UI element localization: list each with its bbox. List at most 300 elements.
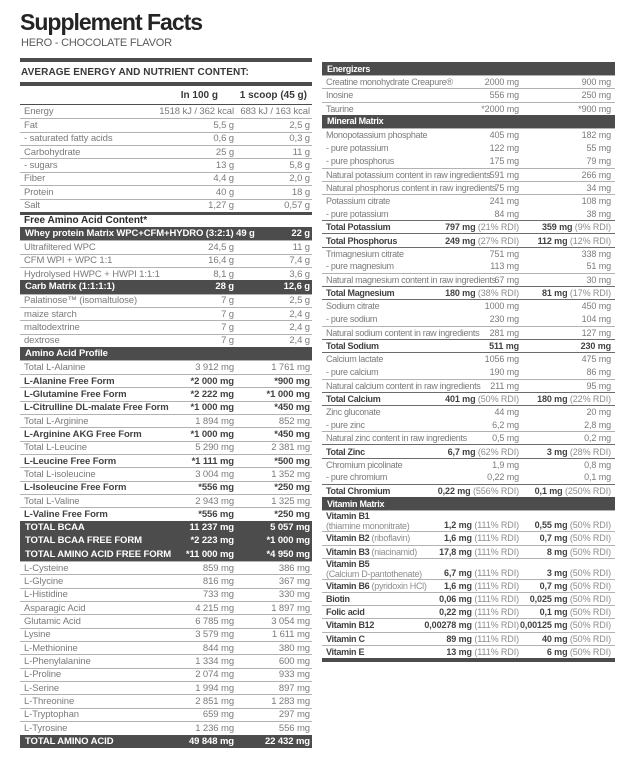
row-label: Vitamin B1 (thiamine mononitrate) [326, 511, 410, 532]
value-per-scoop: 8 mg (50% RDI) [546, 546, 611, 557]
value-per-scoop: 20 mg [586, 406, 611, 417]
value-per-100g: 0,06 mg (111% RDI) [439, 594, 519, 605]
table-row [20, 118, 312, 131]
table-row [20, 601, 312, 614]
value-per-scoop: 0,57 g [284, 200, 310, 212]
table-row [20, 401, 312, 414]
row-label: Free Amino Acid Content* [24, 215, 148, 227]
value-per-scoop: 1 283 mg [271, 696, 310, 708]
table-row [322, 510, 615, 531]
value-per-100g: 3 004 mg [195, 469, 234, 481]
row-label: Total L-Leucine [24, 442, 87, 454]
value-per-100g: 2000 mg [484, 77, 519, 88]
row-label: Whey protein Matrix WPC+CFM+HYDRO (3:2:1) 49 g [25, 228, 255, 240]
value-per-100g: 751 mg [489, 248, 519, 259]
value-per-scoop: *1 000 mg [266, 535, 310, 547]
value-per-100g: 733 mg [202, 589, 234, 601]
row-label: Folic acid [326, 607, 365, 618]
table-row [20, 668, 312, 681]
value-per-100g: 7 g [221, 335, 234, 347]
table-row [322, 326, 615, 339]
value-per-100g: 3 579 mg [195, 629, 234, 641]
value-per-scoop: 1 761 mg [271, 362, 310, 374]
table-row [322, 418, 615, 431]
col-header-spacer [20, 90, 149, 101]
value-per-100g: 591 mg [489, 169, 519, 180]
value-per-100g: 1,6 mg (111% RDI) [444, 580, 519, 591]
value-per-100g: *2 222 mg [190, 388, 234, 400]
table-row [322, 458, 615, 471]
row-label: Palatinose™ (isomaltulose) [24, 295, 138, 307]
value-per-100g: 405 mg [489, 130, 519, 141]
value-per-scoop: 3,6 g [289, 268, 310, 280]
row-label: Natural calcium content in raw ingredients [326, 380, 481, 391]
row-label: Trimagnesium citrate [326, 248, 404, 259]
value-per-100g: *1 111 mg [191, 455, 234, 467]
value-per-scoop: 95 mg [586, 380, 611, 391]
table-row [322, 220, 615, 233]
table-row [322, 484, 615, 497]
value-per-100g: 0,22 mg (556% RDI) [437, 486, 519, 497]
table-row [322, 75, 615, 88]
row-label: Calcium lactate [326, 354, 384, 365]
row-label: Vitamin E [326, 646, 365, 657]
value-per-100g: 859 mg [202, 562, 234, 574]
value-per-scoop: 2 381 mg [271, 442, 310, 454]
value-per-scoop: 3 mg (50% RDI) [546, 567, 611, 578]
table-row [20, 641, 312, 654]
section-header-row [20, 735, 312, 748]
table-row [20, 267, 312, 280]
table-row [322, 141, 615, 154]
value-per-100g: 241 mg [489, 195, 519, 206]
table-row [322, 88, 615, 101]
row-label: CFM WPI + WPC 1:1 [24, 255, 113, 267]
table-row [20, 467, 312, 480]
value-per-100g: 4 215 mg [195, 602, 234, 614]
value-per-scoop: 897 mg [278, 682, 310, 694]
table-row [20, 574, 312, 587]
col-header-per-100g: In 100 g [180, 90, 218, 101]
table-row [20, 561, 312, 574]
value-per-100g: *2 223 mg [190, 535, 234, 547]
value-per-scoop: 266 mg [581, 169, 611, 180]
value-per-scoop: 2,8 mg [584, 419, 611, 430]
table-row [322, 286, 615, 299]
section-header-row [20, 521, 312, 534]
value-per-100g: 5 290 mg [195, 442, 234, 454]
value-per-100g: *556 mg [198, 482, 234, 494]
row-label: L-Isoleucine Free Form [24, 482, 127, 494]
row-label: Inosine [326, 90, 353, 101]
row-label: Total Magnesium [326, 288, 395, 299]
value-per-100g: 6 785 mg [195, 615, 234, 627]
value-per-100g: 0,5 mg [492, 433, 519, 444]
row-label: Vitamin B3 (niacinamid) [326, 546, 417, 557]
row-label: L-Histidine [24, 589, 68, 601]
value-per-scoop: 0,7 mg (50% RDI) [539, 533, 611, 544]
table-row [20, 414, 312, 427]
value-per-100g: 25 g [215, 146, 234, 158]
table-row [20, 307, 312, 320]
value-per-100g: 84 mg [494, 208, 519, 219]
value-per-scoop: 330 mg [278, 589, 310, 601]
table-row [20, 681, 312, 694]
value-per-scoop: 0,1 mg (50% RDI) [539, 607, 611, 618]
value-per-scoop: 367 mg [278, 575, 310, 587]
value-per-100g: *1 000 mg [190, 428, 234, 440]
value-per-100g: 6,7 mg (62% RDI) [447, 446, 519, 457]
value-per-100g: 180 mg (38% RDI) [445, 288, 519, 299]
table-row [322, 379, 615, 392]
page-title: Supplement Facts [20, 9, 203, 35]
row-label: - pure chromium [326, 472, 388, 483]
table-row [20, 654, 312, 667]
value-per-100g: 44 mg [494, 406, 519, 417]
table-row [20, 240, 312, 253]
row-label: L-Serine [24, 682, 60, 694]
value-per-scoop: 7,4 g [289, 255, 310, 267]
row-label: L-Methionine [24, 642, 78, 654]
nutrient-table-left [20, 105, 312, 748]
row-label: L-Alanine Free Form [24, 375, 115, 387]
value-per-100g: 2 074 mg [195, 669, 234, 681]
table-row [20, 507, 312, 520]
row-label: L-Phenylalanine [24, 656, 91, 668]
value-per-100g: 7 g [221, 295, 234, 307]
section-header-row [20, 280, 312, 293]
row-label: Vitamin B2 (riboflavin) [326, 533, 410, 544]
value-per-scoop: 108 mg [581, 195, 611, 206]
value-per-100g: 113 mg [490, 261, 519, 272]
value-per-100g: 0,6 g [213, 133, 234, 145]
table-row [322, 632, 615, 645]
value-per-scoop: 2,4 g [289, 308, 310, 320]
row-label: L-Glycine [24, 575, 64, 587]
value-per-100g: 0,22 mg (111% RDI) [439, 607, 519, 618]
table-row [20, 694, 312, 707]
value-per-scoop: 0,00125 mg (50% RDI) [519, 620, 611, 631]
product-flavor-subtitle: HERO - CHOCOLATE FLAVOR [21, 37, 172, 49]
value-per-scoop: 0,1 mg (250% RDI) [534, 486, 611, 497]
row-label: - pure sodium [326, 314, 378, 325]
value-per-100g: 6,7 mg (111% RDI) [444, 567, 519, 578]
table-row [322, 431, 615, 444]
value-per-scoop: 12,6 g [283, 281, 310, 293]
value-per-100g: 40 g [215, 186, 234, 198]
value-per-scoop: 182 mg [581, 130, 611, 141]
value-per-100g: 17,8 mg (111% RDI) [439, 546, 519, 557]
row-label: Glutamic Acid [24, 615, 81, 627]
value-per-scoop: 2,0 g [289, 173, 310, 185]
value-per-scoop: *250 mg [274, 482, 310, 494]
value-per-100g: 13 mg (111% RDI) [446, 646, 519, 657]
row-label: Natural sodium content in raw ingredients [326, 327, 480, 338]
value-per-100g: 49 848 mg [188, 735, 234, 747]
value-per-100g: 175 mg [489, 155, 519, 166]
value-per-scoop: 475 mg [581, 354, 611, 365]
value-per-scoop: 600 mg [278, 656, 310, 668]
section-header-row [20, 227, 312, 240]
value-per-100g: 1,27 g [208, 200, 234, 212]
value-per-100g: 11 237 mg [189, 521, 234, 533]
value-per-100g: 401 mg (50% RDI) [445, 393, 519, 404]
value-per-100g: 89 mg (111% RDI) [446, 633, 519, 644]
value-per-100g: 816 mg [202, 575, 234, 587]
value-per-scoop: 0,8 mg [584, 459, 611, 470]
table-row [322, 233, 615, 246]
value-per-100g: 0,00278 mg (111% RDI) [424, 620, 519, 631]
row-label: Total Zinc [326, 446, 365, 457]
value-per-scoop: 22 g [291, 228, 310, 240]
table-row [322, 194, 615, 207]
row-label: Vitamin Matrix [327, 498, 385, 509]
value-per-scoop: 11 g [292, 241, 310, 253]
value-per-100g: 1 994 mg [195, 682, 234, 694]
table-row [322, 558, 615, 579]
value-per-scoop: 34 mg [586, 182, 611, 193]
table-row [20, 334, 312, 347]
section-header-row [322, 497, 615, 510]
row-label: Biotin [326, 594, 350, 605]
value-per-scoop: 18 g [291, 186, 310, 198]
table-row [322, 313, 615, 326]
value-per-100g: *2 000 mg [190, 375, 234, 387]
row-label: - pure magnesium [326, 261, 394, 272]
value-per-100g: 24,5 g [208, 241, 234, 253]
row-label: - pure potassium [326, 208, 389, 219]
row-label: Total L-Arginine [24, 415, 89, 427]
value-per-scoop: *250 mg [274, 509, 310, 521]
row-label: Taurine [326, 103, 354, 114]
table-row [322, 531, 615, 544]
value-per-100g: 1056 mg [484, 354, 519, 365]
value-per-scoop: 386 mg [278, 562, 310, 574]
row-label: Total Potassium [326, 222, 391, 233]
table-row [20, 172, 312, 185]
table-row [20, 374, 312, 387]
value-per-scoop: 852 mg [278, 415, 310, 427]
table-row [20, 320, 312, 333]
row-label: Potassium citrate [326, 195, 390, 206]
value-per-scoop: 40 mg (50% RDI) [541, 633, 611, 644]
row-label: Fiber [24, 173, 46, 185]
table-row [322, 592, 615, 605]
row-label: Salt [24, 200, 40, 212]
row-label: - pure calcium [326, 366, 379, 377]
row-label: TOTAL AMINO ACID [25, 735, 114, 747]
avg-content-heading: AVERAGE ENERGY AND NUTRIENT CONTENT: [21, 67, 249, 78]
row-label: Hydrolysed HWPC + HWPI 1:1:1 [24, 268, 160, 280]
row-label: Energy [24, 106, 54, 118]
table-row [322, 260, 615, 273]
value-per-scoop: 683 kJ / 163 kcal [240, 106, 310, 118]
row-label: Carb Matrix (1:1:1:1) [25, 281, 115, 293]
value-per-100g: *556 mg [198, 509, 234, 521]
row-label: Natural zinc content in raw ingredients [326, 433, 467, 444]
row-label: L-Tyrosine [24, 722, 68, 734]
table-row [322, 471, 615, 484]
right-column [322, 62, 615, 662]
value-per-100g: 797 mg (21% RDI) [445, 222, 519, 233]
value-per-100g: 75 mg [494, 182, 519, 193]
table-row [322, 154, 615, 167]
value-per-scoop: *450 mg [274, 428, 310, 440]
value-per-scoop: 5 057 mg [270, 521, 310, 533]
row-label: Natural magnesium content in raw ingredients [326, 275, 496, 286]
row-label: Zinc gluconate [326, 406, 381, 417]
row-label: - pure phosphorus [326, 155, 394, 166]
table-row [20, 145, 312, 158]
value-per-100g: 230 mg [489, 314, 519, 325]
value-per-100g: 556 mg [489, 90, 519, 101]
value-per-100g: 3 912 mg [195, 362, 234, 374]
value-per-100g: 1518 kJ / 362 kcal [159, 106, 234, 118]
value-per-100g: 1,2 mg (111% RDI) [444, 520, 519, 531]
table-row [322, 352, 615, 365]
value-per-100g: 659 mg [202, 709, 234, 721]
value-per-scoop: 1 897 mg [271, 602, 310, 614]
table-row [20, 387, 312, 400]
row-label: Vitamin C [326, 633, 365, 644]
row-label: L-Arginine AKG Free Form [24, 428, 142, 440]
table-row [20, 454, 312, 467]
value-per-scoop: *900 mg [274, 375, 310, 387]
table-row [322, 102, 615, 115]
value-per-100g: 16,4 g [208, 255, 234, 267]
row-label: Natural potassium content in raw ingredients [326, 169, 491, 180]
row-label: L-Cysteine [24, 562, 69, 574]
table-row [322, 181, 615, 194]
table-row [322, 545, 615, 558]
value-per-scoop: 0,3 g [289, 133, 310, 145]
value-per-scoop: 2,4 g [289, 335, 310, 347]
column-headers [20, 86, 312, 105]
row-label: - saturated fatty acids [24, 133, 113, 145]
value-per-100g: 2 943 mg [195, 495, 234, 507]
value-per-scoop: 104 mg [581, 314, 611, 325]
table-row [20, 185, 312, 198]
table-row [20, 212, 312, 227]
value-per-100g: 0,22 mg [487, 472, 519, 483]
row-label: Ultrafiltered WPC [24, 241, 96, 253]
value-per-scoop: 0,55 mg (50% RDI) [534, 520, 611, 531]
value-per-100g: 122 mg [489, 142, 519, 153]
row-label: Vitamin B12 [326, 620, 375, 631]
table-row [322, 605, 615, 618]
value-per-100g: 67 mg [494, 275, 519, 286]
table-row [20, 254, 312, 267]
value-per-scoop: 55 mg [586, 142, 611, 153]
table-row [322, 405, 615, 418]
row-label: Carbohydrate [24, 146, 81, 158]
table-row [20, 494, 312, 507]
row-label: Creatine monohydrate Creapure® [326, 77, 453, 88]
value-per-scoop: 359 mg (9% RDI) [541, 222, 611, 233]
row-label: Energizers [327, 63, 371, 74]
value-per-scoop: 1 352 mg [271, 469, 310, 481]
value-per-scoop: 933 mg [278, 669, 310, 681]
row-label: maltodextrine [24, 322, 80, 334]
table-row [20, 614, 312, 627]
row-label: dextrose [24, 335, 60, 347]
table-row [20, 441, 312, 454]
value-per-scoop: 900 mg [581, 77, 611, 88]
value-per-scoop: 180 mg (22% RDI) [537, 393, 611, 404]
row-label: - pure potassium [326, 142, 389, 153]
table-row [20, 199, 312, 212]
section-header-row [20, 548, 312, 561]
table-row [322, 247, 615, 260]
value-per-100g: 249 mg (27% RDI) [445, 235, 519, 246]
table-row [20, 628, 312, 641]
value-per-scoop: *500 mg [274, 455, 310, 467]
section-header-row [20, 347, 312, 360]
table-row [322, 645, 615, 658]
table-row [20, 481, 312, 494]
value-per-100g: 8,1 g [213, 268, 234, 280]
table-row [322, 168, 615, 181]
table-row [20, 427, 312, 440]
section-header-row [322, 115, 615, 128]
row-label: Sodium citrate [326, 301, 380, 312]
value-per-scoop: 297 mg [278, 709, 310, 721]
table-row [322, 207, 615, 220]
section-header-row [322, 62, 615, 75]
row-label: Chromium picolinate [326, 459, 403, 470]
value-per-scoop: 86 mg [586, 366, 611, 377]
value-per-scoop: 30 mg [586, 275, 611, 286]
table-row [20, 360, 312, 373]
value-per-scoop: 230 mg [580, 341, 611, 352]
value-per-100g: 28 g [215, 281, 234, 293]
table-row [322, 128, 615, 141]
divider-bar-bottom [322, 658, 615, 662]
value-per-100g: 511 mg [489, 341, 519, 352]
value-per-100g: 190 mg [489, 366, 519, 377]
value-per-scoop: 338 mg [581, 248, 611, 259]
nutrient-table-right [322, 62, 615, 658]
row-label: TOTAL BCAA FREE FORM [25, 535, 142, 547]
value-per-100g: *2000 mg [481, 103, 519, 114]
value-per-scoop: 2,5 g [289, 120, 310, 132]
value-per-100g: 5,5 g [213, 120, 234, 132]
value-per-scoop: 1 611 mg [271, 629, 310, 641]
value-per-100g: 844 mg [202, 642, 234, 654]
value-per-100g: 1 334 mg [195, 656, 234, 668]
row-label: Fat [24, 120, 38, 132]
value-per-scoop: 81 mg (17% RDI) [541, 288, 611, 299]
value-per-scoop: *4 950 mg [266, 548, 310, 560]
row-label: L-Glutamine Free Form [24, 388, 127, 400]
value-per-scoop: 0,2 mg [584, 433, 611, 444]
row-label: Amino Acid Profile [25, 348, 108, 360]
table-row [322, 299, 615, 312]
row-label: maize starch [24, 308, 77, 320]
value-per-scoop: 127 mg [581, 327, 611, 338]
table-row [322, 273, 615, 286]
table-row [322, 444, 615, 457]
table-row [20, 588, 312, 601]
row-label: L-Citrulline DL-malate Free Form [24, 402, 169, 414]
value-per-scoop: 79 mg [586, 155, 611, 166]
table-row [20, 132, 312, 145]
value-per-scoop: *1 000 mg [266, 388, 310, 400]
value-per-scoop: 22 432 mg [264, 735, 310, 747]
value-per-scoop: 3 mg (28% RDI) [546, 446, 611, 457]
value-per-scoop: 112 mg (12% RDI) [537, 235, 611, 246]
value-per-100g: 1,6 mg (111% RDI) [444, 533, 519, 544]
